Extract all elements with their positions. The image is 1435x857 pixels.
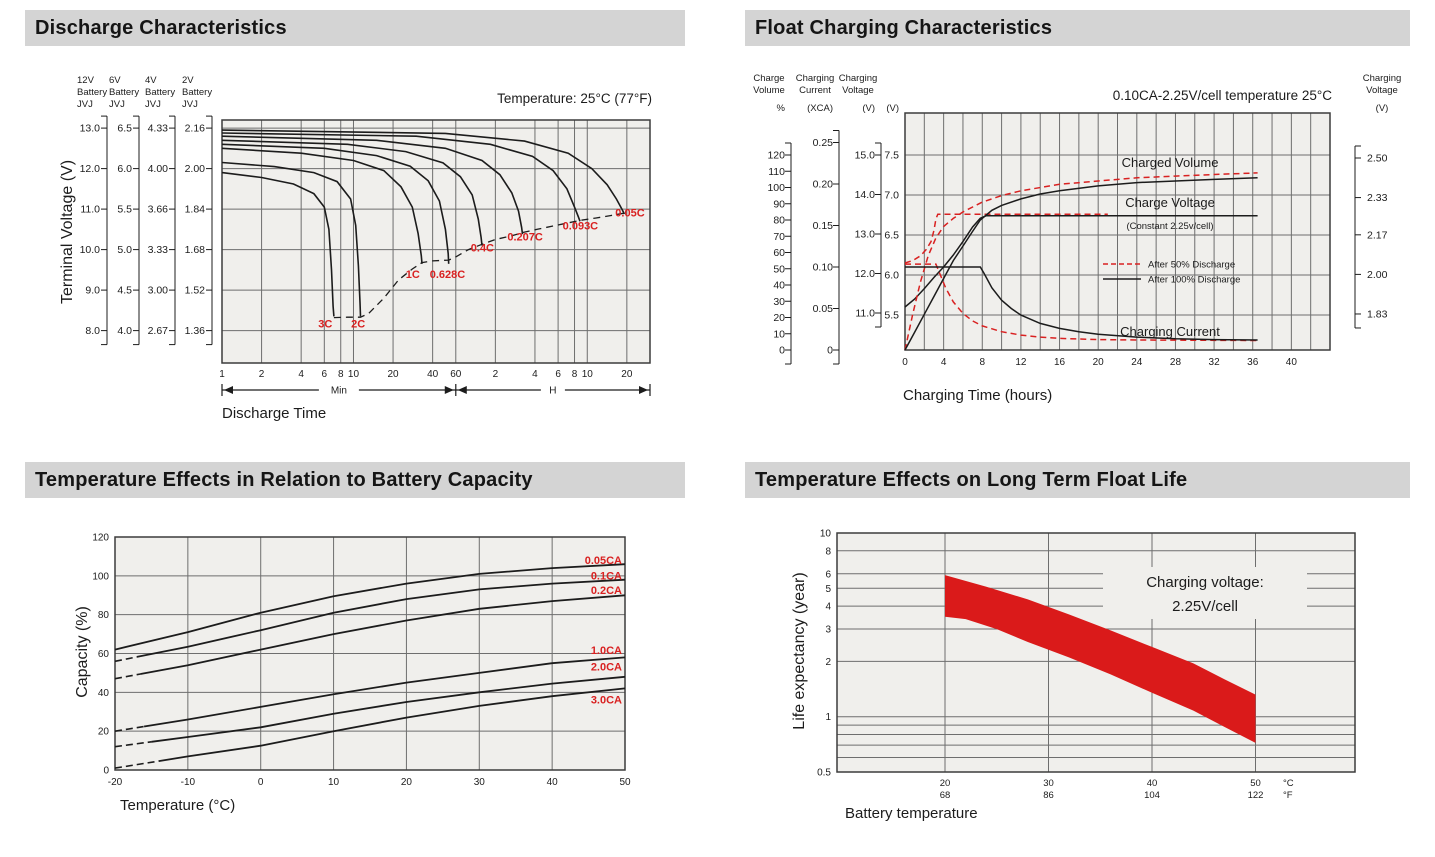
y-tick-label: 2	[825, 656, 831, 668]
scale-header: JVJ	[145, 99, 161, 110]
axis-value: 0.10	[812, 261, 833, 274]
axis-value: 80	[773, 214, 785, 227]
x-tick-label: 40	[1285, 357, 1297, 368]
scale-header: 4V	[145, 75, 157, 86]
x-tick-label: 20	[1092, 357, 1104, 368]
x-tick-label: 16	[1053, 357, 1066, 368]
h-range-label: H	[549, 385, 557, 397]
discharge-chart-panel	[25, 55, 685, 455]
right-axis	[1355, 146, 1361, 328]
y-tick-label: 0	[103, 765, 109, 777]
plot-background	[222, 120, 650, 363]
axis-unit: %	[776, 103, 785, 114]
axis-header: Voltage	[1366, 85, 1398, 96]
left-axis	[785, 143, 791, 364]
curve-label-1C: 1C	[405, 268, 420, 281]
axis-header: Charging	[795, 73, 835, 84]
x-tick-label: 40	[546, 777, 558, 788]
y-tick-label: 0.5	[817, 767, 831, 779]
curve-label-1.0CA: 1.0CA	[590, 645, 622, 658]
x-tick-label: 10	[581, 369, 593, 380]
axis-value: 7.0	[884, 189, 899, 202]
scale-value: 4.00	[147, 163, 168, 176]
axis-value: 0.25	[812, 137, 833, 149]
axis-unit: (V)	[886, 103, 899, 114]
y-tick-label: 4	[825, 601, 831, 613]
axis-header: Charging	[1362, 73, 1402, 84]
axis-value: 13.0	[854, 228, 875, 241]
min-range-label: Min	[330, 385, 347, 397]
x-tick-label: 6	[555, 369, 561, 380]
arrowhead	[445, 386, 454, 394]
discharge-y-axis-title: Terminal Voltage (V)	[59, 159, 76, 305]
x-tick-label: 6	[321, 369, 328, 380]
axis-value: 120	[767, 149, 785, 162]
x-tick-label: 36	[1247, 357, 1259, 368]
voltage-scale-axis	[206, 116, 212, 345]
axis-unit: (V)	[1375, 103, 1389, 114]
annotation-line: 2.25V/cell	[1172, 598, 1238, 615]
scale-value: 5.5	[117, 203, 132, 216]
float-life-y-axis-title: Life expectancy (year)	[791, 572, 808, 730]
scale-header: Battery	[145, 87, 176, 98]
x-tick-label: 50	[619, 777, 631, 788]
axis-value: 20	[773, 312, 785, 324]
curve-label-0.093C: 0.093C	[562, 220, 599, 233]
axis-value: 11.0	[855, 307, 875, 320]
temp-capacity-y-axis-title: Capacity (%)	[74, 606, 91, 698]
axis-value: 40	[773, 279, 785, 292]
float-charging-chart	[745, 55, 1410, 455]
x-tick-label: 28	[1169, 357, 1182, 368]
x-tick-label: 12	[1015, 357, 1027, 368]
arrowhead	[639, 386, 648, 394]
axis-value: 1.83	[1367, 308, 1388, 321]
scale-header: JVJ	[182, 99, 198, 110]
x-tick-label: -10	[180, 777, 196, 788]
scale-value: 2.16	[184, 122, 205, 135]
y-tick-label: 120	[92, 532, 109, 544]
y-tick-label: 1	[825, 712, 831, 724]
x-tick-label: 0	[257, 777, 264, 788]
axis-value: 2.00	[1367, 268, 1388, 281]
x-tick-label: 20	[621, 369, 633, 380]
float-condition-note: 0.10CA-2.25V/cell temperature 25°C	[1112, 88, 1332, 103]
axis-value: 2.50	[1367, 152, 1388, 165]
temp-capacity-title: Temperature Effects in Relation to Battery Capacity	[35, 469, 533, 491]
axis-unit: (V)	[862, 103, 875, 114]
axis-header: Voltage	[842, 85, 874, 96]
axis-value: 60	[773, 247, 785, 259]
scale-value: 13.0	[79, 122, 100, 135]
float-charging-title: Float Charging Characteristics	[755, 17, 1053, 39]
scale-value: 1.36	[184, 325, 205, 338]
x-tick-celsius: 50	[1250, 778, 1261, 789]
voltage-scale-axis	[133, 116, 139, 345]
scale-value: 3.33	[147, 244, 168, 257]
axis-value: 2.17	[1367, 229, 1388, 242]
x-tick-label: 60	[450, 369, 462, 380]
axis-value: 14.0	[854, 189, 875, 201]
scale-value: 5.0	[117, 244, 132, 257]
x-tick-fahrenheit: 86	[1043, 790, 1054, 801]
x-tick-label: 4	[940, 357, 947, 368]
axis-value: 10	[773, 328, 785, 341]
curve-label-2.0CA: 2.0CA	[590, 661, 622, 674]
scale-value: 12.0	[79, 163, 100, 176]
scale-value: 11.0	[80, 203, 100, 216]
discharge-title: Discharge Characteristics	[35, 17, 287, 39]
axis-value: 50	[773, 263, 785, 276]
x-tick-celsius: 20	[939, 778, 951, 789]
float-life-chart-panel	[745, 505, 1410, 850]
x-tick-label: 8	[979, 357, 986, 368]
axis-value: 6.0	[884, 269, 899, 282]
temp-capacity-x-axis-title: Temperature (°C)	[120, 797, 236, 814]
celsius-unit-label: °C	[1283, 778, 1294, 789]
scale-value: 1.52	[184, 284, 205, 297]
axis-header: Charge	[753, 73, 785, 84]
scale-value: 2.00	[184, 163, 205, 176]
axis-value: 0.05	[812, 303, 833, 315]
discharge-temperature-note: Temperature: 25°C (77°F)	[497, 91, 652, 106]
x-tick-fahrenheit: 122	[1247, 790, 1264, 801]
x-tick-label: 4	[532, 369, 538, 380]
scale-header: Battery	[77, 87, 108, 98]
x-tick-label: 24	[1131, 357, 1143, 368]
scale-value: 3.66	[147, 203, 168, 216]
axis-header: Current	[799, 85, 831, 96]
curve-label-0.1CA: 0.1CA	[590, 570, 622, 583]
axis-value: 100	[767, 182, 785, 194]
float-charging-chart-panel	[745, 55, 1410, 455]
float-life-x-axis-title: Battery temperature	[845, 805, 978, 822]
curve-label-0.207C: 0.207C	[507, 231, 543, 244]
y-tick-label: 10	[819, 528, 831, 540]
curve-label-0.2CA: 0.2CA	[590, 584, 622, 597]
scale-value: 9.0	[85, 284, 100, 297]
legend-label: After 100% Discharge	[1148, 274, 1241, 286]
scale-value: 4.0	[117, 325, 132, 338]
axis-value: 0	[827, 344, 833, 357]
axis-value: 15.0	[854, 149, 875, 162]
x-tick-label: 2	[258, 369, 265, 380]
temp-capacity-chart-panel	[25, 505, 685, 850]
x-tick-label: 10	[347, 369, 360, 380]
axis-value: 12.0	[854, 268, 875, 280]
curve-label-2C: 2C	[351, 318, 366, 331]
curve-label-3.0CA: 3.0CA	[590, 694, 622, 707]
fahrenheit-unit-label: °F	[1283, 790, 1293, 801]
left-axis	[833, 131, 839, 365]
curve-label-0.05C: 0.05C	[615, 207, 645, 220]
y-tick-label: 100	[92, 571, 109, 583]
scale-header: Battery	[109, 87, 140, 98]
curve-label-0.05CA: 0.05CA	[584, 554, 622, 567]
voltage-scale-axis	[101, 116, 107, 345]
x-tick-label: -20	[107, 777, 123, 788]
scale-value: 4.5	[117, 284, 132, 297]
curve-label-3C: 3C	[318, 318, 333, 331]
x-tick-label: 40	[427, 369, 439, 380]
scale-value: 6.5	[117, 122, 132, 135]
charging-current-label: Charging Current	[1120, 324, 1220, 339]
axis-value: 6.5	[884, 229, 899, 242]
x-tick-label: 32	[1208, 357, 1220, 368]
x-tick-fahrenheit: 104	[1144, 790, 1160, 801]
left-axis	[875, 143, 881, 327]
y-tick-label: 20	[97, 726, 109, 738]
x-tick-label: 20	[400, 777, 412, 788]
axis-header: Charging	[838, 73, 878, 84]
axis-header: Volume	[753, 85, 785, 96]
scale-header: 6V	[109, 75, 121, 86]
x-tick-fahrenheit: 68	[939, 790, 951, 801]
arrowhead	[224, 386, 233, 394]
charge-voltage-label: Charge Voltage	[1125, 195, 1215, 210]
axis-value: 30	[773, 295, 785, 308]
x-tick-celsius: 40	[1146, 778, 1158, 789]
range-arrows	[222, 384, 650, 396]
axis-value: 7.5	[884, 149, 899, 162]
x-tick-label: 10	[328, 777, 340, 788]
x-tick-label: 8	[337, 369, 344, 380]
x-tick-label: 2	[492, 369, 499, 380]
curve-label-0.4C: 0.4C	[470, 242, 495, 255]
float-x-axis-title: Charging Time (hours)	[903, 387, 1053, 404]
y-tick-label: 80	[97, 610, 109, 622]
x-tick-label: 1	[219, 369, 225, 380]
scale-header: JVJ	[109, 99, 125, 110]
scale-header: JVJ	[77, 99, 93, 110]
scale-value: 2.67	[147, 325, 168, 338]
discharge-header	[25, 10, 685, 46]
discharge-chart	[25, 55, 685, 455]
axis-value: 0.20	[812, 178, 833, 191]
x-tick-label: 8	[571, 369, 578, 380]
scale-value: 6.0	[117, 163, 132, 176]
float-charging-header	[745, 10, 1410, 46]
annotation-line: Charging voltage:	[1146, 574, 1264, 591]
constant-voltage-note: (Constant 2.25v/cell)	[1126, 221, 1214, 232]
y-tick-label: 8	[825, 546, 831, 558]
x-tick-celsius: 30	[1043, 778, 1054, 789]
x-tick-label: 0	[902, 357, 908, 368]
x-tick-label: 4	[298, 369, 304, 380]
axis-value: 70	[773, 230, 785, 243]
temp-capacity-header	[25, 462, 685, 498]
scale-header: Battery	[182, 87, 213, 98]
float-life-header	[745, 462, 1410, 498]
axis-value: 0	[779, 344, 785, 357]
y-tick-label: 3	[825, 624, 831, 636]
scale-value: 3.00	[147, 284, 168, 297]
scale-value: 1.84	[184, 203, 205, 216]
y-tick-label: 60	[97, 649, 109, 660]
legend-label: After 50% Discharge	[1148, 259, 1236, 271]
y-tick-label: 40	[97, 687, 109, 699]
curve-label-0.628C: 0.628C	[429, 268, 466, 281]
scale-header: 12V	[77, 75, 94, 86]
scale-header: 2V	[182, 75, 194, 86]
y-tick-label: 6	[825, 569, 831, 581]
scale-value: 4.33	[147, 122, 168, 135]
axis-value: 5.5	[884, 309, 899, 322]
arrowhead	[458, 386, 467, 394]
float-life-chart	[745, 505, 1410, 850]
axis-unit: (XCA)	[807, 103, 833, 114]
float-life-title: Temperature Effects on Long Term Float Life	[755, 469, 1188, 491]
discharge-x-axis-title: Discharge Time	[222, 405, 327, 422]
axis-value: 90	[773, 198, 785, 211]
charged-volume-label: Charged Volume	[1121, 155, 1219, 170]
x-tick-label: 30	[473, 777, 485, 788]
axis-value: 110	[768, 165, 785, 178]
y-tick-label: 5	[825, 583, 831, 595]
scale-value: 10.0	[79, 244, 100, 257]
scale-value: 1.68	[184, 244, 205, 257]
scale-value: 8.0	[85, 325, 100, 338]
axis-value: 0.15	[812, 220, 833, 232]
voltage-scale-axis	[169, 116, 175, 345]
x-tick-label: 20	[387, 369, 399, 380]
axis-value: 2.33	[1367, 192, 1388, 205]
